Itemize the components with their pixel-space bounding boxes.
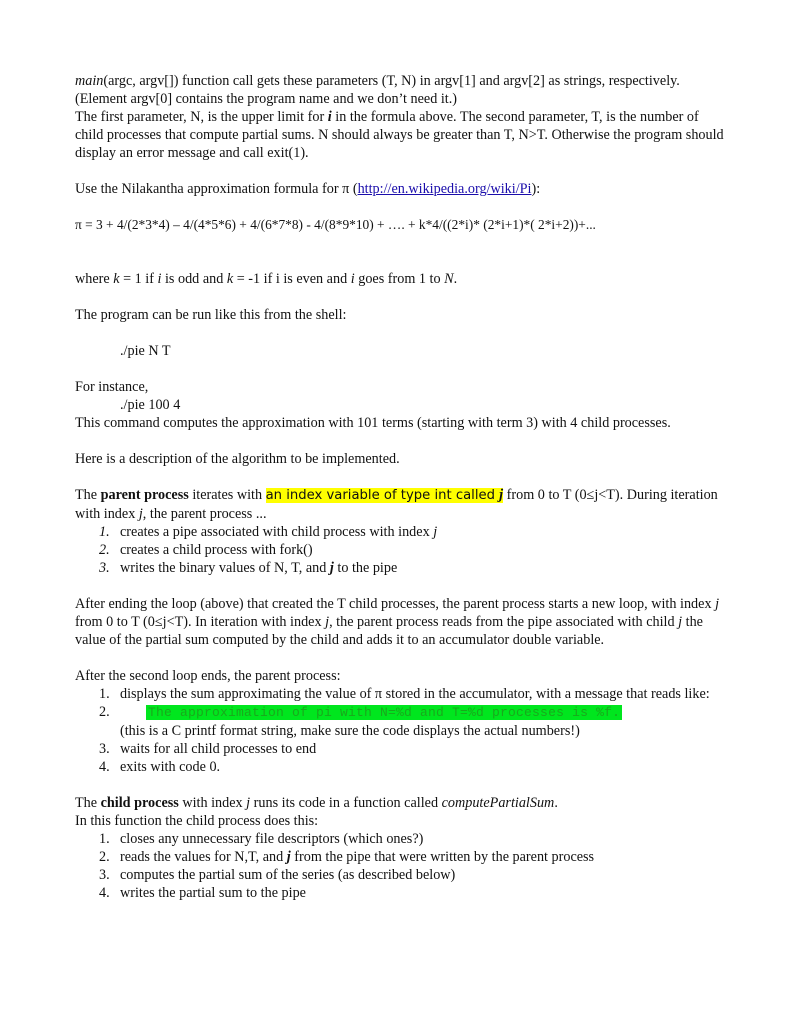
document-page — [75, 72, 725, 902]
instance-description: This command computes the approximation with 101 terms (starting with term 3) with 4 child processes. — [75, 415, 671, 431]
shell-command: ./pie N T — [120, 343, 171, 359]
list-item: 4. exits with code 0. — [99, 759, 221, 775]
after-loop-intro: After the second loop ends, the parent process: — [75, 668, 341, 684]
list-item: 3. writes the binary values of N, T, and j to the pipe — [99, 560, 398, 576]
second-loop-paragraph: After ending the loop (above) that created the T child processes, the parent process starts a new loop, with index j from 0 to T (0≤j<T). In iteration with index j, the parent process reads from the pipe associated with child j the value of the partial sum computed by the child and adds it to an accumulator double variable. — [75, 596, 720, 648]
list-item: 2. creates a child process with fork() — [99, 542, 313, 558]
printf-format-string: The approximation of pi with N=%d and T=%d processes is %f. — [148, 705, 621, 720]
main-function-name: main — [75, 73, 104, 89]
list-item: 3. waits for all child processes to end — [99, 741, 317, 757]
after-loop-list — [75, 685, 725, 776]
child-process-paragraph: The child process with index j runs its code in a function called computePartialSum. — [75, 795, 558, 811]
list-item: 2. reads the values for N,T, and j from the pipe that were written by the parent process — [99, 849, 595, 865]
parameters-paragraph: The first parameter, N, is the upper limit for i in the formula above. The second parameter, T, is the number of child processes that compute partial sums. N should always be greater than T, N>T. Otherwise the program should display an error message and call exit(1). — [75, 109, 724, 161]
instance-label: For instance, — [75, 379, 149, 395]
formula-intro: Use the Nilakantha approximation formula for π (http://en.wikipedia.org/wiki/Pi): — [75, 181, 541, 197]
wikipedia-pi-link[interactable]: http://en.wikipedia.org/wiki/Pi — [357, 181, 532, 197]
intro-paragraph: main(argc, argv[]) function call gets these parameters (T, N) in argv[1] and argv[2] as strings, respectively. (Element argv[0] contains the program name and we don’t need it.) — [75, 73, 680, 107]
child-steps-list — [75, 830, 725, 902]
list-item: 2. The approximation of pi with N=%d and T=%d processes is %f. (this is a C printf format string, make sure the code displays the actual numbers!) — [99, 704, 621, 739]
list-item: 4. writes the partial sum to the pipe — [99, 885, 306, 901]
list-item: 1. displays the sum approximating the value of π stored in the accumulator, with a message that reads like: — [99, 686, 710, 702]
instance-command: ./pie 100 4 — [120, 397, 181, 413]
parent-process-paragraph: The parent process iterates with an index variable of type int called j from 0 to T (0≤j<T). During iteration with index j, the parent process ... — [75, 487, 718, 522]
formula-where: where k = 1 if i is odd and k = -1 if i is even and i goes from 1 to N. — [75, 271, 458, 287]
formula-equation: π = 3 + 4/(2*3*4) – 4/(4*5*6) + 4/(6*7*8) - 4/(8*9*10) + …. + k*4/((2*i)* (2*i+1)*( 2*i+2))+... — [75, 217, 596, 232]
highlight-index-variable: an index variable of type int called j — [265, 487, 504, 503]
algorithm-intro: Here is a description of the algorithm to be implemented. — [75, 451, 400, 467]
shell-intro: The program can be run like this from the shell: — [75, 307, 347, 323]
list-item: 1. creates a pipe associated with child process with index j — [99, 524, 438, 540]
child-intro: In this function the child process does this: — [75, 813, 319, 829]
parent-steps-list — [75, 523, 725, 577]
list-item: 1. closes any unnecessary file descriptors (which ones?) — [99, 831, 424, 847]
list-item: 3. computes the partial sum of the series (as described below) — [99, 867, 456, 883]
